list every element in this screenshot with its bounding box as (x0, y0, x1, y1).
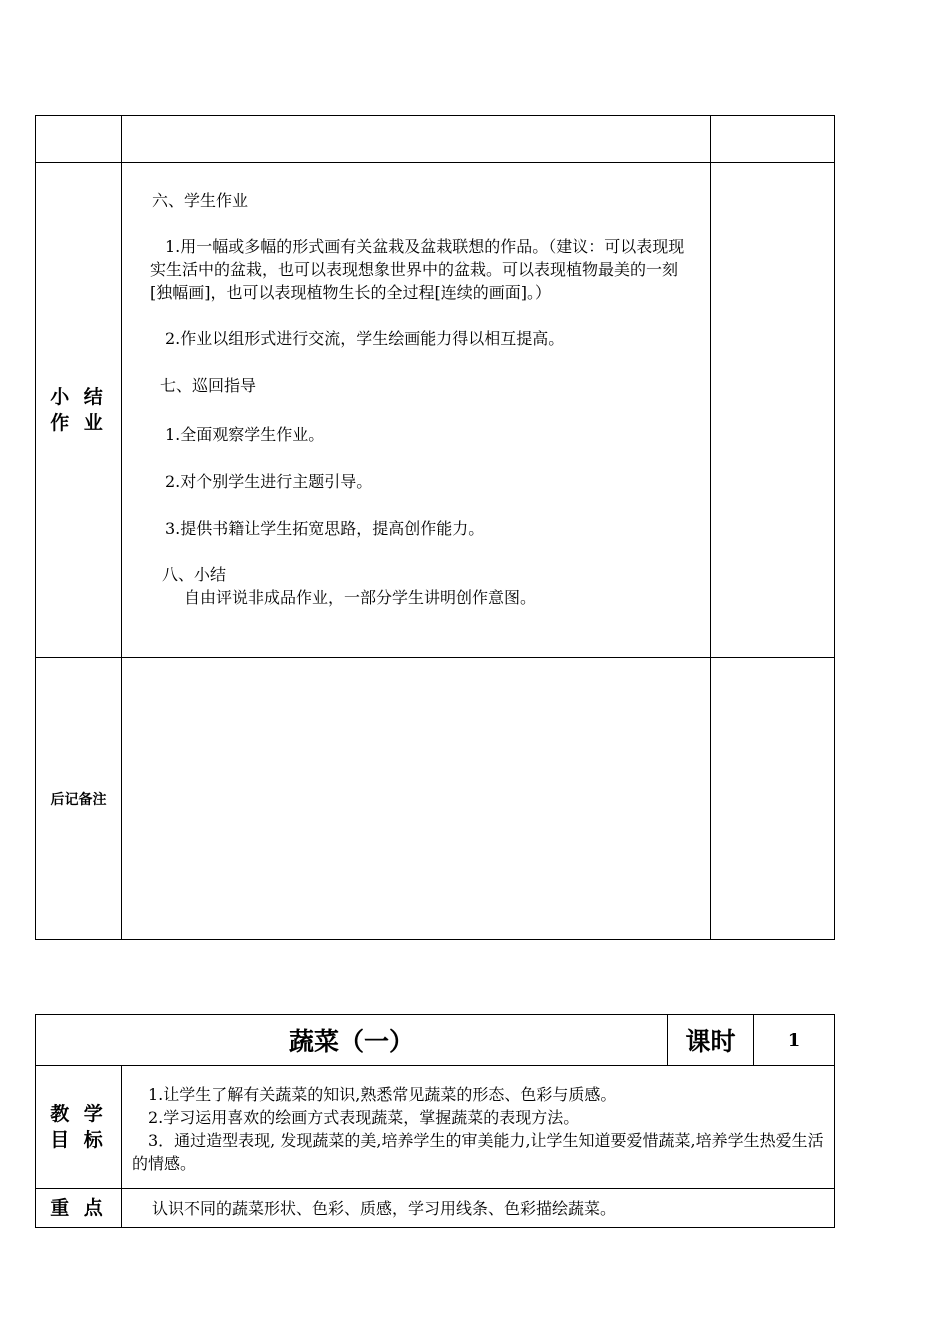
key-points-row (36, 1189, 835, 1228)
section-7-item-1: 1.全面观察学生作业。 (165, 425, 325, 444)
key-points-content: 认识不同的蔬菜形状、色彩、质感，学习用线条、色彩描绘蔬菜。 (122, 1189, 835, 1228)
section-7-item-3: 3.提供书籍让学生拓宽思路，提高创作能力。 (165, 519, 485, 538)
empty-cell (711, 163, 835, 658)
section-7-item-2: 2.对个别学生进行主题引导。 (165, 472, 373, 491)
notes-content (122, 658, 711, 940)
summary-row (36, 163, 835, 658)
empty-cell (122, 116, 711, 163)
notes-row (36, 658, 835, 940)
class-hours-label: 课时 (668, 1015, 754, 1066)
title-row (36, 1015, 835, 1066)
goal-1: 1.让学生了解有关蔬菜的知识,熟悉常见蔬菜的形态、色彩与质感。 (148, 1085, 617, 1104)
empty-cell (711, 658, 835, 940)
section-6-item-1: 1.用一幅或多幅的形式画有关盆栽及盆栽联想的作品。（建议：可以表现现实生活中的盆栽，也可以表现想象世界中的盆栽。可以表现植物最美的一刻[独幅画]，也可以表现植物生长的全过程[连续的画面]。） (150, 237, 685, 302)
section-6-heading: 六、学生作业 (152, 191, 249, 210)
section-7-heading: 七、巡回指导 (160, 376, 257, 395)
section-8-text: 自由评说非成品作业，一部分学生讲明创作意图。 (184, 588, 537, 607)
goal-3: 3．通过造型表现, 发现蔬菜的美,培养学生的审美能力,让学生知道要爱惜蔬菜,培养学生热爱生活的情感。 (132, 1131, 824, 1173)
section-6-item-2: 2.作业以组形式进行交流，学生绘画能力得以相互提高。 (165, 329, 565, 348)
summary-homework-label: 小 结 作 业 (36, 163, 122, 658)
class-hours-value: 1 (754, 1015, 835, 1066)
goal-2: 2.学习运用喜欢的绘画方式表现蔬菜，掌握蔬菜的表现方法。 (148, 1108, 580, 1127)
header-row (36, 116, 835, 163)
lesson-title: 蔬菜（一） (36, 1015, 668, 1066)
key-points-label: 重 点 (36, 1189, 122, 1228)
lesson-plan-table-1 (35, 115, 835, 940)
section-8-heading: 八、小结 (162, 565, 227, 584)
empty-cell (36, 116, 122, 163)
lesson-plan-table-2 (35, 1014, 835, 1228)
teaching-goals-label: 教 学 目 标 (36, 1066, 122, 1189)
teaching-goals-content (122, 1066, 835, 1189)
notes-label: 后记备注 (36, 658, 122, 940)
goals-row (36, 1066, 835, 1189)
empty-cell (711, 116, 835, 163)
summary-content (122, 163, 711, 658)
